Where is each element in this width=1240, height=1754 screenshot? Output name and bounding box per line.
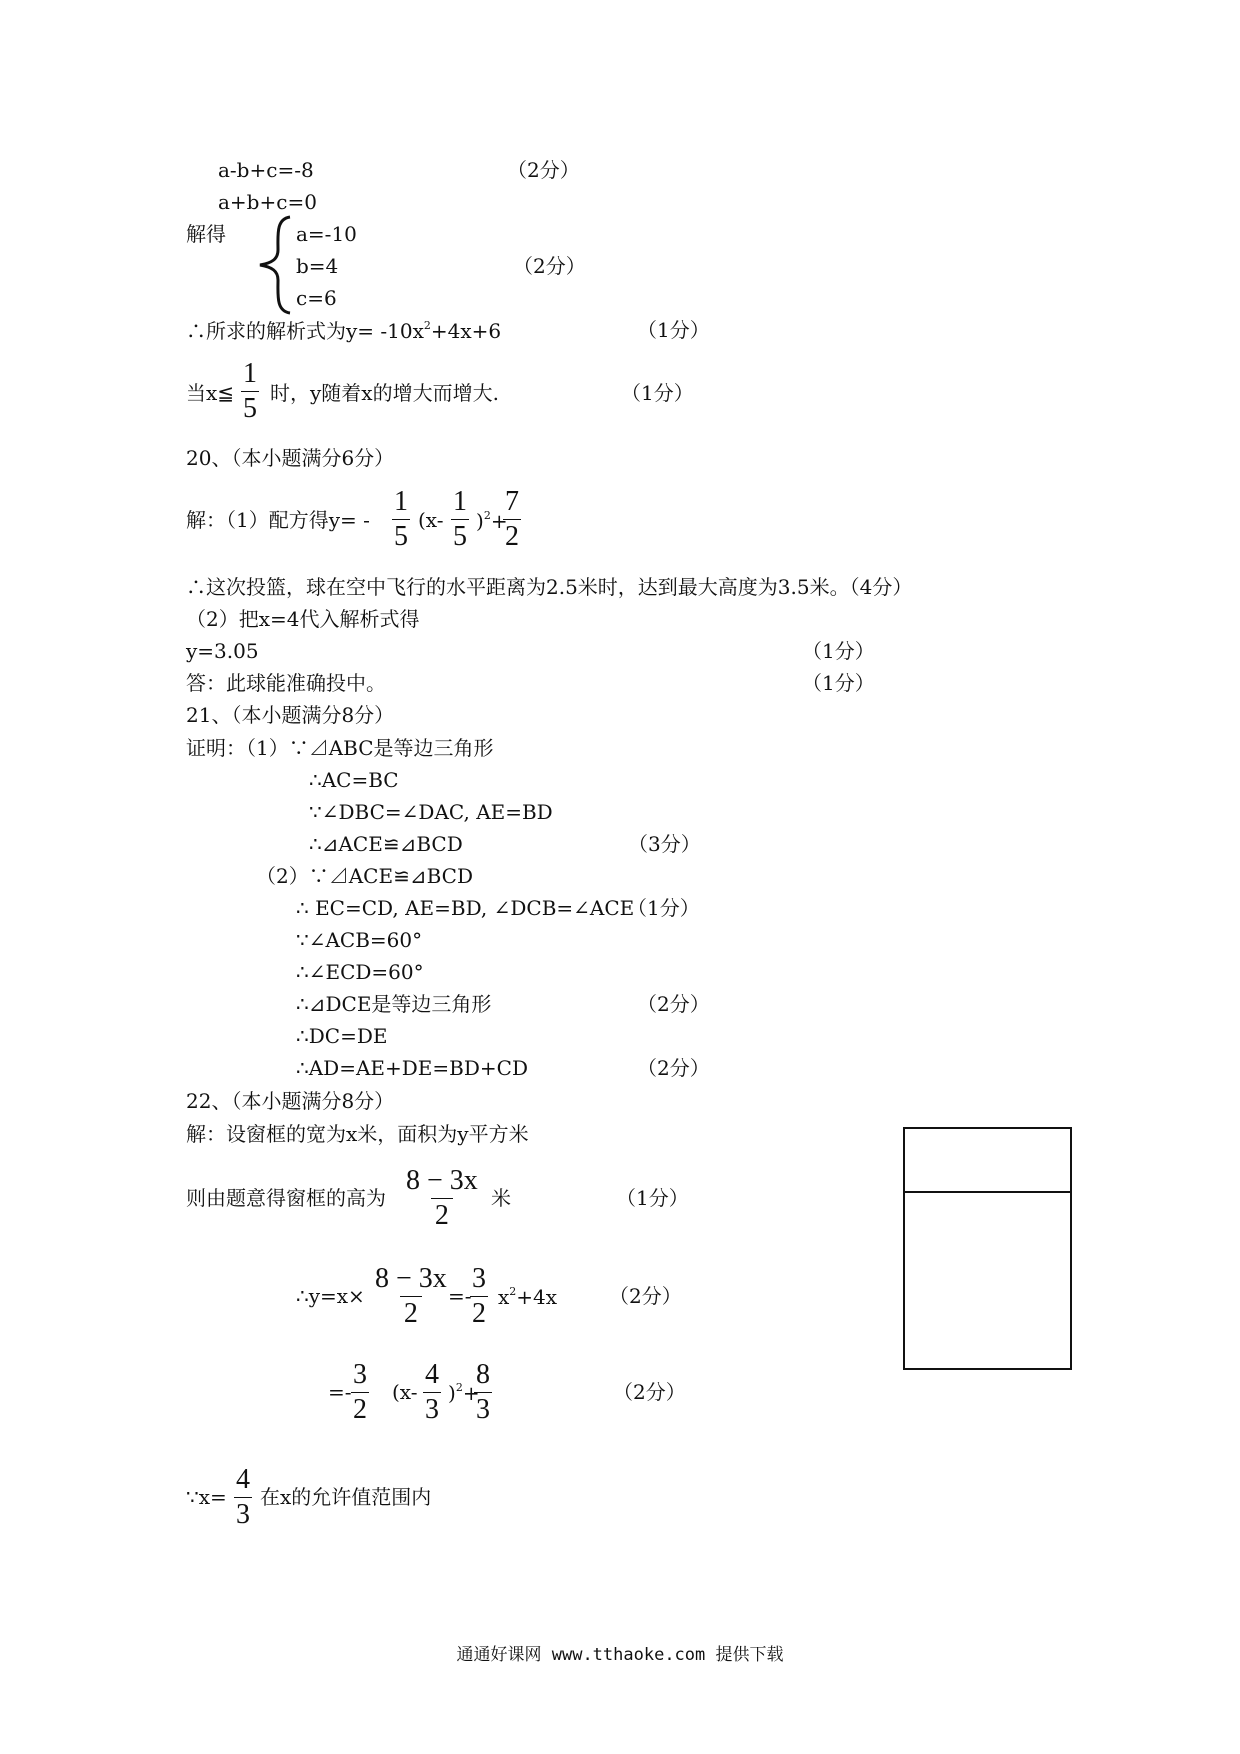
score-condition: （1分） (621, 381, 694, 405)
vertex-close: )$^2$+ (448, 1381, 480, 1405)
proof-part-2: （2）∵⊿ACE≌⊿BCD (256, 864, 473, 888)
score-line-7: （2分） (637, 992, 710, 1016)
proof-line-3: ∴⊿ACE≌⊿BCD (309, 832, 463, 856)
area-prefix: ∴y=x× (296, 1284, 365, 1308)
problem-21-heading: 21、（本小题满分8分） (186, 703, 395, 727)
vertex-eq: =- (328, 1380, 352, 1404)
equation-2: a+b+c=0 (218, 190, 317, 214)
solution-a: a=-10 (296, 222, 357, 246)
height-unit: 米 (491, 1186, 511, 1210)
window-frame-diagram (903, 1127, 1072, 1370)
range-text: 在x的允许值范围内 (260, 1485, 432, 1509)
setup-22: 解：设窗框的宽为x米，面积为y平方米 (186, 1122, 529, 1146)
increase-condition-text: 时，y随着x的增大而增大. (270, 381, 499, 405)
y-value: y=3.05 (186, 639, 259, 663)
fraction-area-1: $\frac{8 - 3x}{2}$ (375, 1263, 447, 1329)
paren-close: )$^2$+ (476, 509, 508, 533)
left-brace-icon (256, 215, 296, 315)
solve-label: 解得 (186, 222, 226, 246)
answer-20: 答：此球能准确投中。 (186, 671, 386, 695)
part-2-20: （2）把x=4代入解析式得 (186, 607, 420, 631)
problem-20-heading: 20、（本小题满分6分） (186, 446, 395, 470)
paren-open: (x- (418, 508, 444, 532)
area-eq: =- (448, 1284, 472, 1308)
area-tail: $x^2+4x$ (498, 1285, 558, 1309)
window-crossbar (905, 1191, 1070, 1193)
fraction-x-value: $\frac{4}{3}$ (236, 1464, 250, 1530)
analytic-expression: ∴所求的解析式为$y= -10x^2+4x+6$ (186, 319, 502, 343)
footer-text: 通通好课网 www.tthaoke.com 提供下载 (456, 1645, 784, 1665)
proof-line-9: ∴AD=AE+DE=BD+CD (296, 1056, 528, 1080)
range-prefix: ∵x= (186, 1485, 227, 1509)
proof-line-6: ∴∠ECD=60° (296, 960, 424, 984)
proof-line-2: ∵∠DBC=∠DAC, AE=BD (309, 800, 553, 824)
height-prefix: 则由题意得窗框的高为 (186, 1186, 386, 1210)
equation-1: a-b+c=-8 (218, 158, 314, 182)
problem-22-heading: 22、（本小题满分8分） (186, 1089, 395, 1113)
score-answer: （1分） (802, 671, 875, 695)
proof-line-4: ∴ EC=CD, AE=BD, ∠DCB=∠ACE (296, 896, 635, 920)
score-solution: （2分） (513, 254, 586, 278)
proof-line-5: ∵∠ACB=60° (296, 928, 423, 952)
proof-part-1: 证明：（1）∵⊿ABC是等边三角形 (186, 736, 494, 760)
vertex-form-prefix: 解：（1）配方得y= - (186, 508, 370, 532)
score-height: （1分） (616, 1186, 689, 1210)
score-proof-1: （3分） (628, 832, 701, 856)
score-line-9: （2分） (637, 1056, 710, 1080)
score-line-4: （1分） (627, 896, 700, 920)
fraction-area-2: $\frac{3}{2}$ (472, 1263, 486, 1329)
fraction-vertex-1: $\frac{3}{2}$ (353, 1359, 367, 1425)
proof-line-1: ∴AC=BC (309, 768, 399, 792)
proof-line-8: ∴DC=DE (296, 1024, 388, 1048)
fraction-height: $\frac{8 - 3x}{2}$ (406, 1165, 478, 1231)
fraction-f2: $\frac{1}{5}$ (453, 486, 467, 552)
solution-c: c=6 (296, 286, 337, 310)
conclusion-20: ∴这次投篮，球在空中飞行的水平距离为2.5米时，达到最大高度为3.5米。（4分） (186, 575, 913, 599)
fraction-f1: $\frac{1}{5}$ (394, 486, 408, 552)
fraction-vertex-3: $\frac{8}{3}$ (476, 1359, 490, 1425)
score-expression: （1分） (637, 318, 710, 342)
fraction-vertex-2: $\frac{4}{3}$ (425, 1359, 439, 1425)
fraction-f3: $\frac{7}{2}$ (505, 486, 519, 552)
solution-b: b=4 (296, 254, 339, 278)
score-y-value: （1分） (802, 639, 875, 663)
fraction-one-fifth: $\frac{1}{5}$ (243, 358, 257, 424)
proof-line-7: ∴⊿DCE是等边三角形 (296, 992, 492, 1016)
score-area: （2分） (609, 1284, 682, 1308)
score-vertex: （2分） (613, 1380, 686, 1404)
vertex-paren: (x- (392, 1380, 418, 1404)
score-eq1: （2分） (507, 158, 580, 182)
increase-condition-prefix: 当x≦ (186, 381, 235, 405)
